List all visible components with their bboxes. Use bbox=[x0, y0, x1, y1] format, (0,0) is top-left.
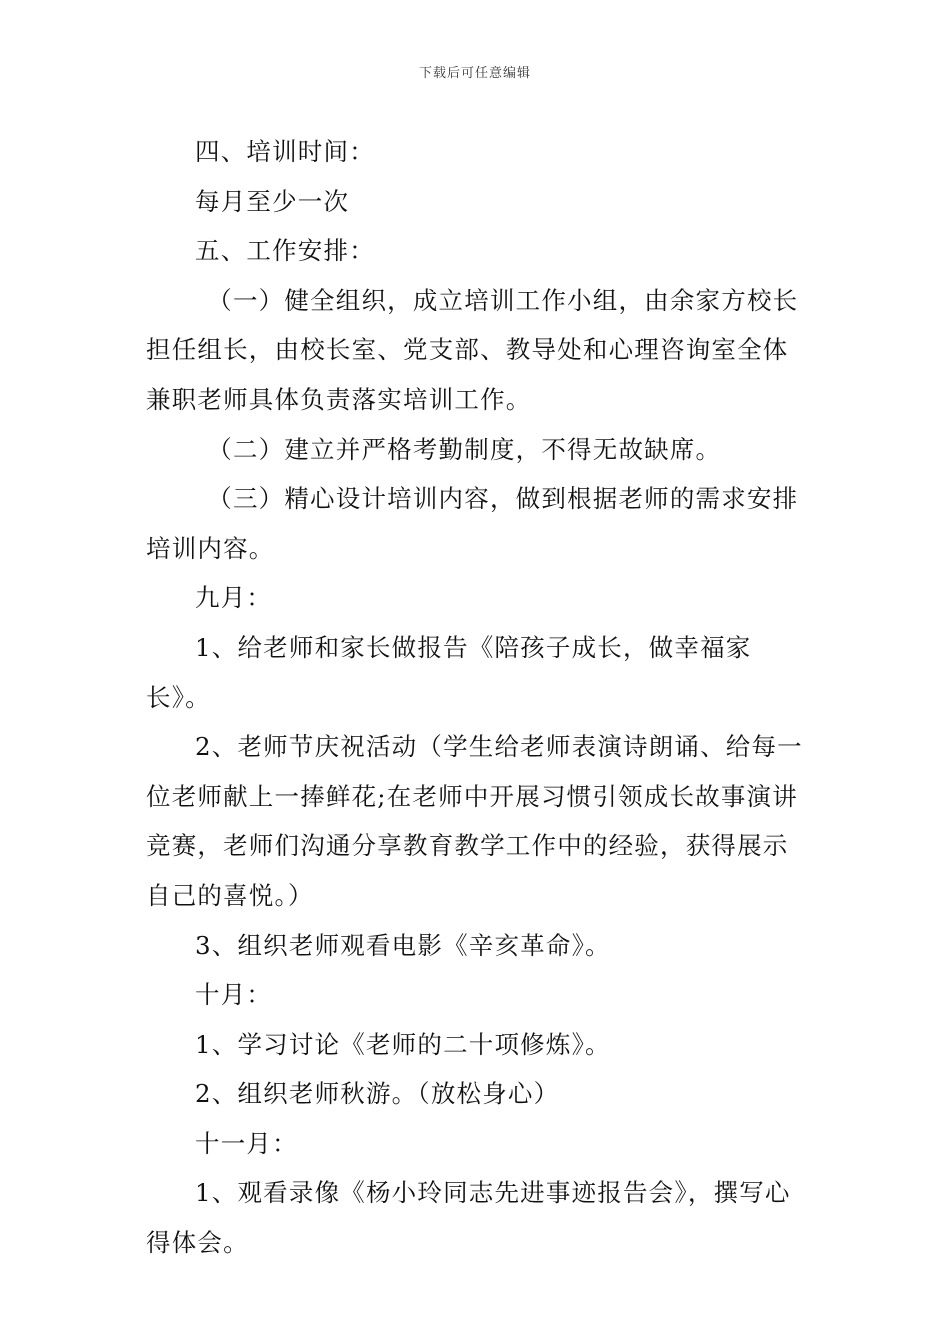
paragraph-november-item-1: 1、观看录像《杨小玲同志先进事迹报告会》，撰写心得体会。 bbox=[146, 1178, 791, 1258]
paragraph-training-time-heading: 四、培训时间： bbox=[195, 137, 375, 166]
paragraph-september-item-3: 3、组织老师观看电影《辛亥革命》。 bbox=[195, 930, 611, 960]
paragraph-item-content-design: （三）精心设计培训内容，做到根据老师的需求安排培训内容。 bbox=[146, 484, 799, 563]
paragraph-november-heading: 十一月： bbox=[195, 1128, 298, 1158]
paragraph-item-attendance: （二）建立并严格考勤制度，不得无故缺席。 bbox=[207, 434, 722, 464]
paragraph-september-item-1: 1、给老师和家长做报告《陪孩子成长，做幸福家长》。 bbox=[146, 632, 752, 712]
paragraph-october-item-2: 2、组织老师秋游。（放松身心） bbox=[195, 1079, 560, 1109]
paragraph-september-item-2: 2、老师节庆祝活动（学生给老师表演诗朗诵、给每一位老师献上一捧鲜花;在老师中开展习惯引领成长故事演讲竞赛，老师们沟通分享教育教学工作中的经验，获得展示自己的喜悦。） bbox=[146, 732, 803, 910]
paragraph-work-arrangement-heading: 五、工作安排： bbox=[195, 236, 375, 266]
paragraph-september-heading: 九月： bbox=[195, 583, 273, 613]
header-note: 下载后可任意编辑 bbox=[418, 66, 531, 81]
paragraph-frequency: 每月至少一次 bbox=[195, 186, 350, 216]
document-body bbox=[146, 127, 810, 1268]
paragraph-item-organization: （一）健全组织，成立培训工作小组，由余家方校长担任组长，由校长室、党支部、教导处和心理咨询室全体兼职老师具体负责落实培训工作。 bbox=[146, 285, 799, 414]
paragraph-october-item-1: 1、学习讨论《老师的二十项修炼》。 bbox=[195, 1029, 611, 1059]
paragraph-october-heading: 十月： bbox=[195, 980, 273, 1010]
